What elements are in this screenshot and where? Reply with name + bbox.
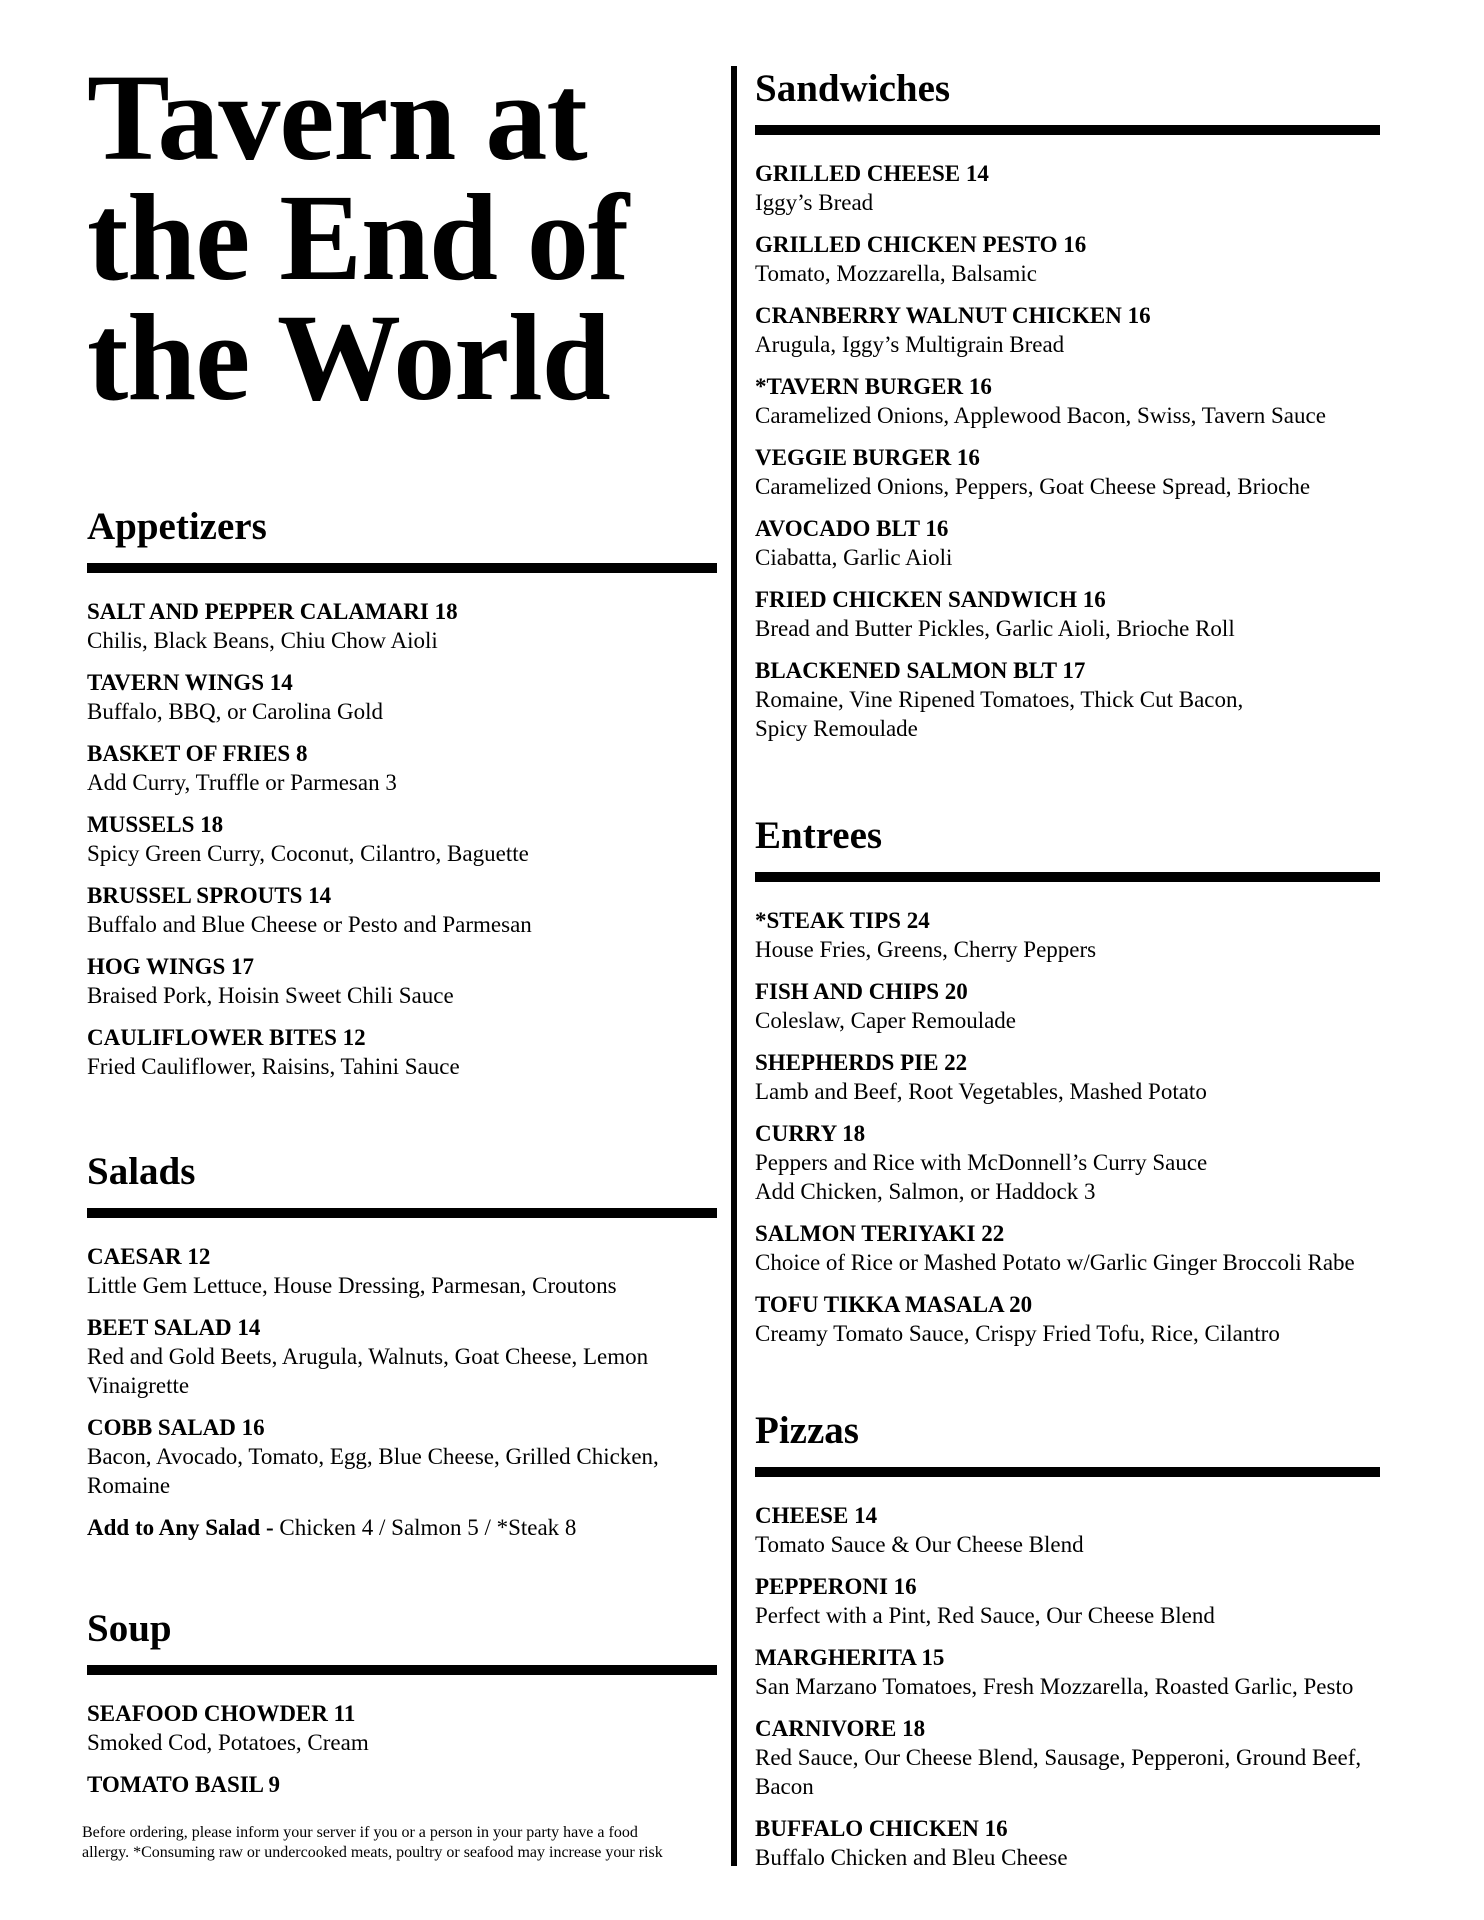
column-divider (731, 66, 737, 1866)
entrees-section (755, 814, 1380, 1361)
item-name: MARGHERITA 15 (755, 1645, 945, 1670)
menu-item (87, 1242, 717, 1300)
item-desc: Caramelized Onions, Peppers, Goat Cheese Spread, Brioche (755, 474, 1311, 499)
item-desc: Arugula, Iggy’s Multigrain Bread (755, 332, 1065, 357)
item-desc: Buffalo Chicken and Bleu Cheese (755, 1845, 1068, 1870)
menu-item (87, 1770, 717, 1799)
item-desc: Tomato Sauce & Our Cheese Blend (755, 1532, 1084, 1557)
menu-item (755, 1714, 1380, 1801)
menu-item (87, 1313, 717, 1400)
sandwiches-section (755, 67, 1380, 756)
item-name: SALT AND PEPPER CALAMARI 18 (87, 599, 458, 624)
item-desc: Caramelized Onions, Applewood Bacon, Swiss, Tavern Sauce (755, 403, 1326, 428)
menu-item (755, 372, 1380, 430)
item-desc: Chilis, Black Beans, Chiu Chow Aioli (87, 628, 438, 653)
salad-addon-label: Add to Any Salad - (87, 1515, 274, 1540)
salads-heading: Salads (87, 1150, 196, 1193)
item-name: SEAFOOD CHOWDER 11 (87, 1701, 356, 1726)
appetizers-rule (87, 563, 717, 573)
item-desc: Little Gem Lettuce, House Dressing, Parmesan, Croutons (87, 1273, 617, 1298)
entrees-rule (755, 872, 1380, 882)
item-name: SALMON TERIYAKI 22 (755, 1221, 1005, 1246)
menu-item (755, 1572, 1380, 1630)
item-desc: Fried Cauliflower, Raisins, Tahini Sauce (87, 1054, 460, 1079)
appetizers-section (87, 505, 717, 1094)
salads-section (87, 1150, 717, 1542)
pizzas-section (755, 1409, 1380, 1885)
restaurant-title: Tavern at the End of the World (87, 49, 629, 426)
menu-item (755, 301, 1380, 359)
item-desc: House Fries, Greens, Cherry Peppers (755, 937, 1097, 962)
sandwiches-rule (755, 125, 1380, 135)
item-name: BLACKENED SALMON BLT 17 (755, 658, 1086, 683)
menu-item (755, 585, 1380, 643)
menu-item (87, 739, 717, 797)
allergy-footnote: Before ordering, please inform your server if you or a person in your party have a food allergy. *Consuming raw or undercooked meats, poultry or seafood may increase your risk (82, 1824, 663, 1861)
item-name: HOG WINGS 17 (87, 954, 254, 979)
item-desc: Spicy Green Curry, Coconut, Cilantro, Baguette (87, 841, 529, 866)
menu-item (755, 977, 1380, 1035)
item-desc: Choice of Rice or Mashed Potato w/Garlic Ginger Broccoli Rabe (755, 1250, 1355, 1275)
item-name: TOMATO BASIL 9 (87, 1772, 281, 1797)
menu-item (755, 1814, 1380, 1872)
menu-item (755, 1119, 1380, 1206)
item-name: FRIED CHICKEN SANDWICH 16 (755, 587, 1106, 612)
soup-section (87, 1607, 717, 1812)
item-desc: Creamy Tomato Sauce, Crispy Fried Tofu, Rice, Cilantro (755, 1321, 1280, 1346)
item-desc: Romaine, Vine Ripened Tomatoes, Thick Cut Bacon, (755, 687, 1244, 712)
item-desc: Red Sauce, Our Cheese Blend, Sausage, Pepperoni, Ground Beef, Bacon (755, 1745, 1362, 1799)
item-desc: Ciabatta, Garlic Aioli (755, 545, 953, 570)
menu-item (755, 514, 1380, 572)
item-name: CHEESE 14 (755, 1503, 878, 1528)
item-desc: Braised Pork, Hoisin Sweet Chili Sauce (87, 983, 454, 1008)
item-desc: Add Curry, Truffle or Parmesan 3 (87, 770, 397, 795)
item-name: TAVERN WINGS 14 (87, 670, 293, 695)
item-desc: Peppers and Rice with McDonnell’s Curry Sauce (755, 1150, 1208, 1175)
item-desc: Buffalo, BBQ, or Carolina Gold (87, 699, 383, 724)
item-desc-line2: Add Chicken, Salmon, or Haddock 3 (755, 1179, 1096, 1204)
item-name: VEGGIE BURGER 16 (755, 445, 980, 470)
item-desc: Bacon, Avocado, Tomato, Egg, Blue Cheese, Grilled Chicken, Romaine (87, 1444, 659, 1498)
item-desc-line2: Spicy Remoulade (755, 716, 918, 741)
item-name: *STEAK TIPS 24 (755, 908, 930, 933)
item-name: BUFFALO CHICKEN 16 (755, 1816, 1008, 1841)
item-desc: Tomato, Mozzarella, Balsamic (755, 261, 1037, 286)
soup-rule (87, 1665, 717, 1675)
salad-addon (87, 1513, 717, 1542)
menu-item (755, 159, 1380, 217)
item-name: SHEPHERDS PIE 22 (755, 1050, 968, 1075)
menu-item (755, 1501, 1380, 1559)
menu-item (87, 597, 717, 655)
entrees-heading: Entrees (755, 814, 883, 857)
item-name: PEPPERONI 16 (755, 1574, 917, 1599)
menu-item (87, 1023, 717, 1081)
menu-item (755, 230, 1380, 288)
item-name: CAESAR 12 (87, 1244, 211, 1269)
item-name: CAULIFLOWER BITES 12 (87, 1025, 366, 1050)
item-desc: Smoked Cod, Potatoes, Cream (87, 1730, 369, 1755)
item-desc: Buffalo and Blue Cheese or Pesto and Parmesan (87, 912, 532, 937)
item-desc: Perfect with a Pint, Red Sauce, Our Cheese Blend (755, 1603, 1215, 1628)
item-name: BASKET OF FRIES 8 (87, 741, 308, 766)
item-name: MUSSELS 18 (87, 812, 224, 837)
item-name: CARNIVORE 18 (755, 1716, 926, 1741)
item-name: COBB SALAD 16 (87, 1415, 265, 1440)
salads-rule (87, 1208, 717, 1218)
item-name: GRILLED CHEESE 14 (755, 161, 989, 186)
soup-heading: Soup (87, 1607, 172, 1650)
menu-item (87, 1413, 717, 1500)
item-desc: Red and Gold Beets, Arugula, Walnuts, Goat Cheese, Lemon Vinaigrette (87, 1344, 649, 1398)
menu-item (755, 1219, 1380, 1277)
menu-item (755, 1048, 1380, 1106)
menu-item (755, 1290, 1380, 1348)
item-name: GRILLED CHICKEN PESTO 16 (755, 232, 1087, 257)
menu-item (755, 906, 1380, 964)
item-desc: Iggy’s Bread (755, 190, 874, 215)
item-name: AVOCADO BLT 16 (755, 516, 949, 541)
item-name: TOFU TIKKA MASALA 20 (755, 1292, 1033, 1317)
menu-item (755, 656, 1380, 743)
menu-item (87, 668, 717, 726)
appetizers-heading: Appetizers (87, 505, 267, 548)
item-name: BRUSSEL SPROUTS 14 (87, 883, 332, 908)
menu-item (87, 1699, 717, 1757)
item-name: FISH AND CHIPS 20 (755, 979, 968, 1004)
item-name: BEET SALAD 14 (87, 1315, 261, 1340)
pizzas-heading: Pizzas (755, 1409, 859, 1452)
menu-item (755, 1643, 1380, 1701)
item-desc: San Marzano Tomatoes, Fresh Mozzarella, Roasted Garlic, Pesto (755, 1674, 1354, 1699)
menu-item (87, 881, 717, 939)
item-name: CRANBERRY WALNUT CHICKEN 16 (755, 303, 1151, 328)
menu-item (755, 443, 1380, 501)
item-desc: Bread and Butter Pickles, Garlic Aioli, Brioche Roll (755, 616, 1235, 641)
item-name: *TAVERN BURGER 16 (755, 374, 992, 399)
menu-item (87, 952, 717, 1010)
item-desc: Lamb and Beef, Root Vegetables, Mashed Potato (755, 1079, 1207, 1104)
menu-item (87, 810, 717, 868)
sandwiches-heading: Sandwiches (755, 67, 951, 110)
pizzas-rule (755, 1467, 1380, 1477)
salad-addon-text: Chicken 4 / Salmon 5 / *Steak 8 (273, 1515, 577, 1540)
item-desc: Coleslaw, Caper Remoulade (755, 1008, 1017, 1033)
item-name: CURRY 18 (755, 1121, 866, 1146)
